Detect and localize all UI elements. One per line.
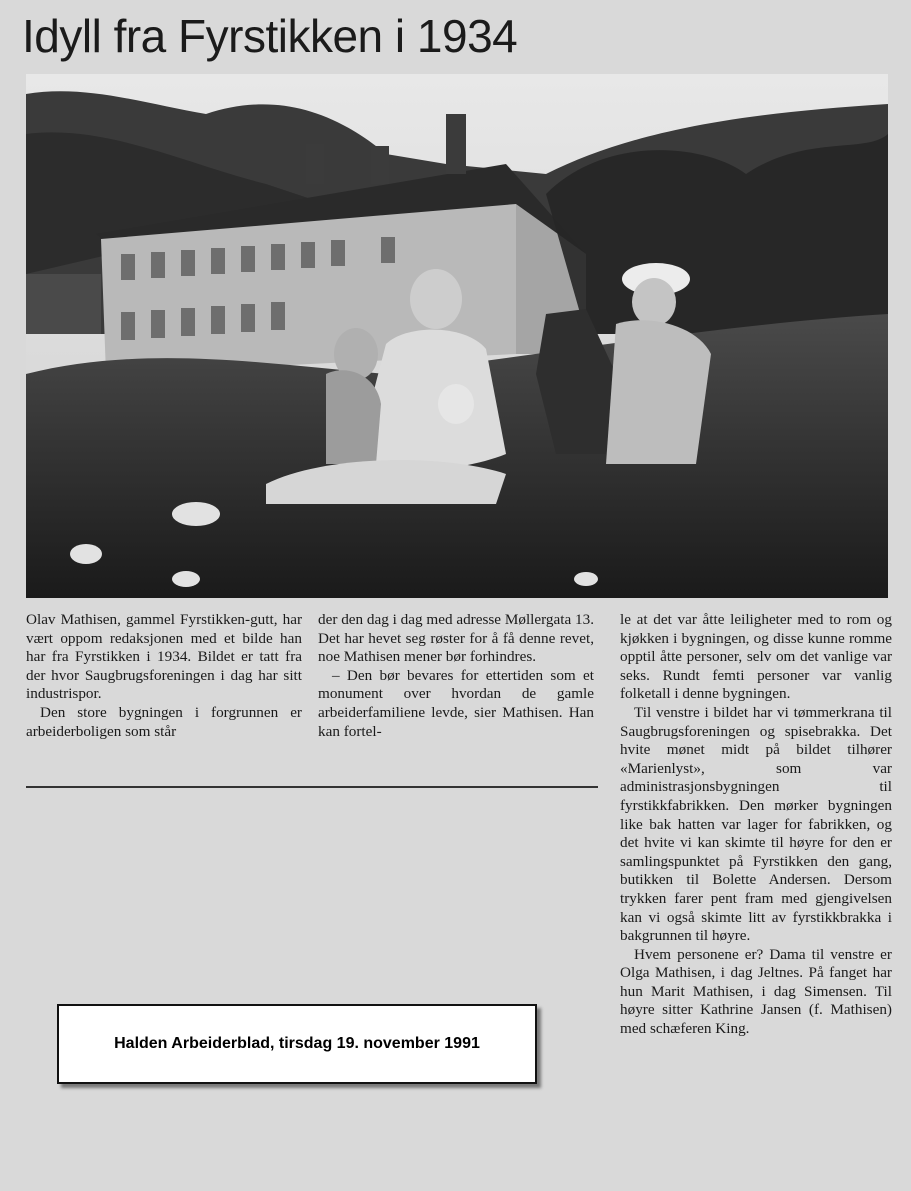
column-3-paragraph-2: Til venstre i bildet har vi tømmerkrana til Saugbrugsforeningen og spisebrakka. Det hvite mønet midt på bildet tilhører «Marienlyst», som var administrasjonsbygningen til fyrstikkfabrikken. Den mørker bygningen like bak hatten var lager for fabrikken, og det hvite vi kan skimte til høyre for den er samlingspunktet på Fyrstikken den gang, butikken til Bolette Andersen. Dersom trykken farer pent fram med gjengivelsen kan vi også skimte litt av fyrstikkbrakka i bakgrunnen til høyre. [620,703,892,945]
column-3-paragraph-3: Hvem personene er? Dama til venstre er Olga Mathisen, i dag Jeltnes. På fanget har hun Marit Mathisen, i dag Simensen. Til høyre sitter Kathrine Jansen (f. Mathisen) med schæferen King. [620,945,892,1038]
column-2-paragraph-2: – Den bør bevares for ettertiden som et monument over hvordan de gamle arbeiderfamiliene levde, sier Mathisen. Han kan fortel- [318,666,594,740]
column-divider-rule [26,786,598,788]
text-column-1 [26,611,302,741]
column-1-paragraph-2: Den store bygningen i forgrunnen er arbeiderboligen som står [26,703,302,740]
source-caption-box [57,1004,537,1084]
column-3-paragraph-1: le at det var åtte leiligheter med to rom og kjøkken i bygningen, og disse kunne romme opptil åtte personer, selv om det vanlige var seks. Rundt femti personer var vanlig folketall i denne bygningen. [620,611,892,703]
text-column-3 [620,611,892,1039]
column-2-paragraph-1: der den dag i dag med adresse Møllergata 13. Det har hevet seg røster for å få denne revet, noe Mathisen mener bør forhindres. [318,611,594,666]
source-caption-text: Halden Arbeiderblad, tirsdag 19. november 1991 [114,1035,480,1052]
column-1-paragraph-1: Olav Mathisen, gammel Fyrstikken-gutt, har vært oppom redaksjonen med et bilde han har fra Fyrstikken i 1934. Bildet er tatt fra der hvor Saugbrugsforeningen i dag har sitt industrispor. [26,611,302,703]
article-photo [26,74,888,598]
text-column-2 [318,611,594,741]
headline: Idyll fra Fyrstikken i 1934 [22,10,518,62]
